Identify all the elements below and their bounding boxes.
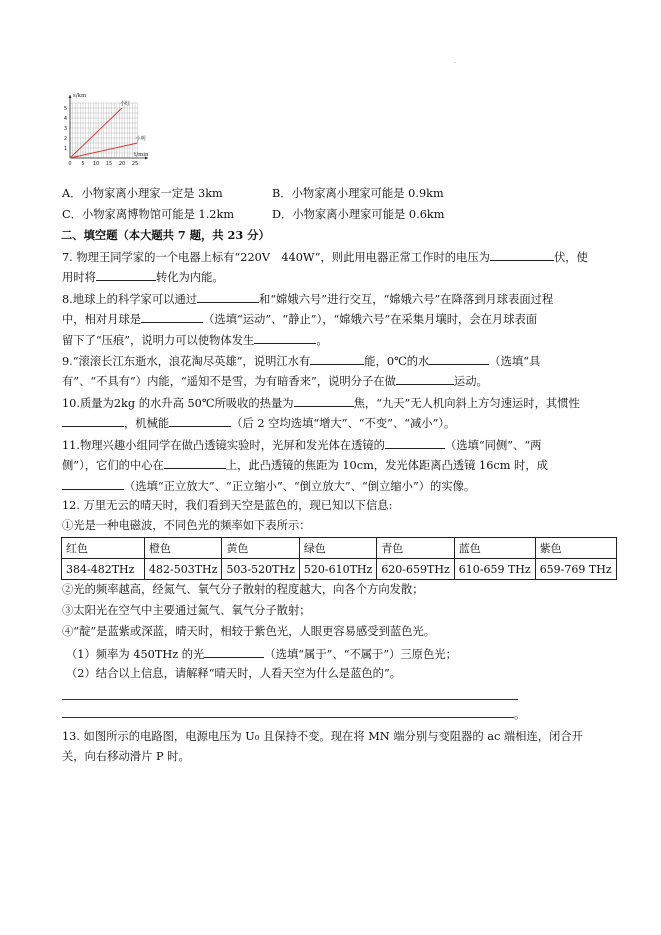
q8-line2: [62, 310, 537, 328]
q7-text-4: 转化为内能。: [155, 271, 224, 284]
q12-sub1-text-1: （1）频率为 450THz 的光: [66, 648, 205, 661]
y-tick-label: 5: [63, 106, 67, 112]
table-row: [62, 559, 617, 580]
q11-text-3: 侧”），它们的中心在: [62, 459, 164, 472]
q8-text-2: 和“嫦娥六号”进行交互，“嫦娥六号”在降落到月球表面过程: [259, 293, 554, 306]
table-header-cell: 紫色: [535, 538, 616, 559]
q13-line1: 13. 如图所示的电路图，电源电压为 U₀ 且保持不变。现在将 MN 端分别与变阻器的 ac 端相连，闭合开: [62, 730, 583, 743]
table-header-cell: 橙色: [145, 538, 222, 559]
q11-text-5: （选填“正立放大”、“正立缩小”、“倒立放大”、“倒立缩小”）的实像。: [124, 480, 476, 493]
table-row: [62, 538, 617, 559]
q8-text-4: （选填“运动”、“静止”），“嫦娥六号”在采集月壤时，会在月球表面: [203, 313, 538, 326]
table-cell: 610-659 THz: [454, 559, 535, 580]
q12-sub1-text-2: （选填“属于”、“不属于”）三原色光；: [264, 648, 457, 661]
table-cell: 620-659THz: [377, 559, 454, 580]
q12-sub-2: （2）结合以上信息，请解释“晴天时，人看天空为什么是蓝色的”。: [66, 667, 402, 680]
q11-line1: [62, 436, 541, 454]
table-cell: 482-503THz: [145, 559, 222, 580]
q9-blank-3[interactable]: [396, 372, 454, 385]
q12-stem: 12. 万里无云的晴天时，我们看到天空是蓝色的，现已知以下信息:: [62, 499, 393, 512]
q11-text-2: （选填“同侧”、“两: [444, 439, 542, 452]
q10-blank-3[interactable]: [169, 414, 231, 427]
x-tick-label: 20: [118, 161, 126, 167]
x-axis-label: t/min: [134, 152, 149, 158]
q8-text-1: 8.地球上的科学家可以通过: [62, 293, 198, 306]
table-cell: 659-769 THz: [535, 559, 616, 580]
q9-text-1: 9.“滚滚长江东逝水，浪花淘尽英雄”，说明江水有: [62, 355, 311, 368]
table-cell: 520-610THz: [299, 559, 376, 580]
table-header-cell: 黄色: [222, 538, 299, 559]
q8-line1: [62, 290, 553, 308]
x-tick-label: 0: [68, 161, 72, 167]
q10-line1: [62, 394, 580, 412]
table-header-cell: 蓝色: [454, 538, 535, 559]
x-tick-label: 25: [131, 161, 139, 167]
x-tick-label: 10: [92, 161, 100, 167]
answer-end-period: 。: [514, 708, 526, 721]
option-c: C．小物家离博物馆可能是 1.2km: [62, 208, 235, 221]
q10-text-3: ，机械能: [124, 417, 170, 430]
q8-text-6: 。: [316, 334, 328, 347]
q11-text-4: 上，此凸透镜的焦距为 10cm，发光体距离凸透镜 16cm 时，成: [225, 459, 548, 472]
option-d: D．小物家离小理家可能是 0.6km: [272, 208, 445, 221]
y-tick-label: 4: [63, 116, 67, 122]
q8-line3: [62, 331, 328, 349]
q11-line3: [62, 477, 475, 495]
q9-text-3: （选填“具: [489, 355, 541, 368]
q7-blank-1[interactable]: [490, 248, 554, 261]
q11-blank-1[interactable]: [385, 436, 445, 449]
q8-blank-1[interactable]: [197, 290, 259, 303]
scan-dot: ·: [454, 60, 456, 67]
q10-blank-2[interactable]: [62, 414, 124, 427]
distance-time-chart: [56, 86, 206, 174]
q9-line1: [62, 352, 540, 370]
answer-line-1[interactable]: [62, 699, 518, 700]
option-b: B．小物家离小理家可能是 0.9km: [272, 187, 444, 200]
q11-blank-3[interactable]: [62, 477, 124, 490]
q9-text-4: 有”、“不具有”）内能，“遥知不是雪，为有暗香来”，说明分子在做: [62, 375, 396, 388]
table-header-cell: 青色: [377, 538, 454, 559]
q7-line1: [62, 248, 588, 266]
section-title: 二、填空题（本大题共 7 题，共 23 分）: [61, 228, 270, 242]
table-cell: 503-520THz: [222, 559, 299, 580]
series-label: 小明: [135, 136, 146, 142]
x-tick-label: 5: [81, 161, 85, 167]
q9-text-2: 能，0℃的水: [364, 355, 430, 368]
q8-text-5: 留下了“压痕”，说明力可以使物体发生: [62, 334, 255, 347]
q7-text-1: 7. 物理王同学家的一个电器上标有“220V 440W”，则此用电器正常工作时的电压为: [62, 251, 490, 264]
q7-line2: [62, 268, 224, 286]
q13-line2: 关，向右移动滑片 P 时。: [62, 750, 190, 763]
y-axis-arrow: [69, 95, 72, 98]
q10-text-2: 焦，“九天”无人机向斜上方匀速运时，其惯性: [353, 397, 580, 410]
table-header-cell: 绿色: [299, 538, 376, 559]
q10-line2: [62, 414, 455, 432]
option-a: A．小物家离小理家一定是 3km: [62, 187, 223, 200]
q8-blank-2[interactable]: [141, 310, 203, 323]
table-cell: 384-482THz: [62, 559, 145, 580]
q9-blank-1[interactable]: [310, 352, 364, 365]
answer-line-2[interactable]: [62, 717, 514, 718]
x-tick-label: 15: [105, 161, 113, 167]
q12-info-2: ②光的频率越高，经氮气、氧气分子散射的程度越大，向各个方向发散；: [62, 583, 424, 596]
q10-text-4: （后 2 空均选填“增大”、“不变”、“减小”）。: [231, 417, 456, 430]
q9-line2: [62, 372, 488, 390]
series-label: 小红: [120, 101, 131, 107]
q12-info-3: ③太阳光在空气中主要通过氮气、氧气分子散射；: [62, 604, 311, 617]
q11-text-1: 11.物理兴趣小组同学在做凸透镜实验时，光屏和发光体在透镜的: [62, 439, 385, 452]
q7-blank-2[interactable]: [96, 268, 156, 281]
q12-info-1: ①光是一种电磁波，不同色光的频率如下表所示：: [62, 519, 311, 532]
table-header-cell: 红色: [62, 538, 145, 559]
q12-sub-1: [66, 645, 457, 663]
q9-text-5: 运动。: [453, 375, 488, 388]
q10-blank-1[interactable]: [294, 394, 354, 407]
q11-line2: [62, 456, 548, 474]
q7-text-3: 用时将: [62, 271, 96, 284]
q12-blank-1[interactable]: [204, 645, 264, 658]
y-tick-label: 3: [63, 126, 67, 132]
q7-text-2: 伏，使: [553, 251, 588, 264]
q12-info-4: ④“靛”是蓝紫或深蓝，晴天时，相较于紫色光，人眼更容易感受到蓝色光。: [62, 625, 436, 638]
y-tick-label: 1: [63, 146, 67, 152]
frequency-table: [61, 537, 617, 580]
q11-blank-2[interactable]: [164, 456, 226, 469]
q10-text-1: 10.质量为2kg 的水升高 50℃所吸收的热量为: [62, 397, 294, 410]
y-axis-label: s/km: [73, 93, 87, 99]
q9-blank-2[interactable]: [429, 352, 489, 365]
y-tick-label: 2: [63, 136, 67, 142]
q8-text-3: 中，相对月球是: [62, 313, 142, 326]
q8-blank-3[interactable]: [254, 331, 316, 344]
